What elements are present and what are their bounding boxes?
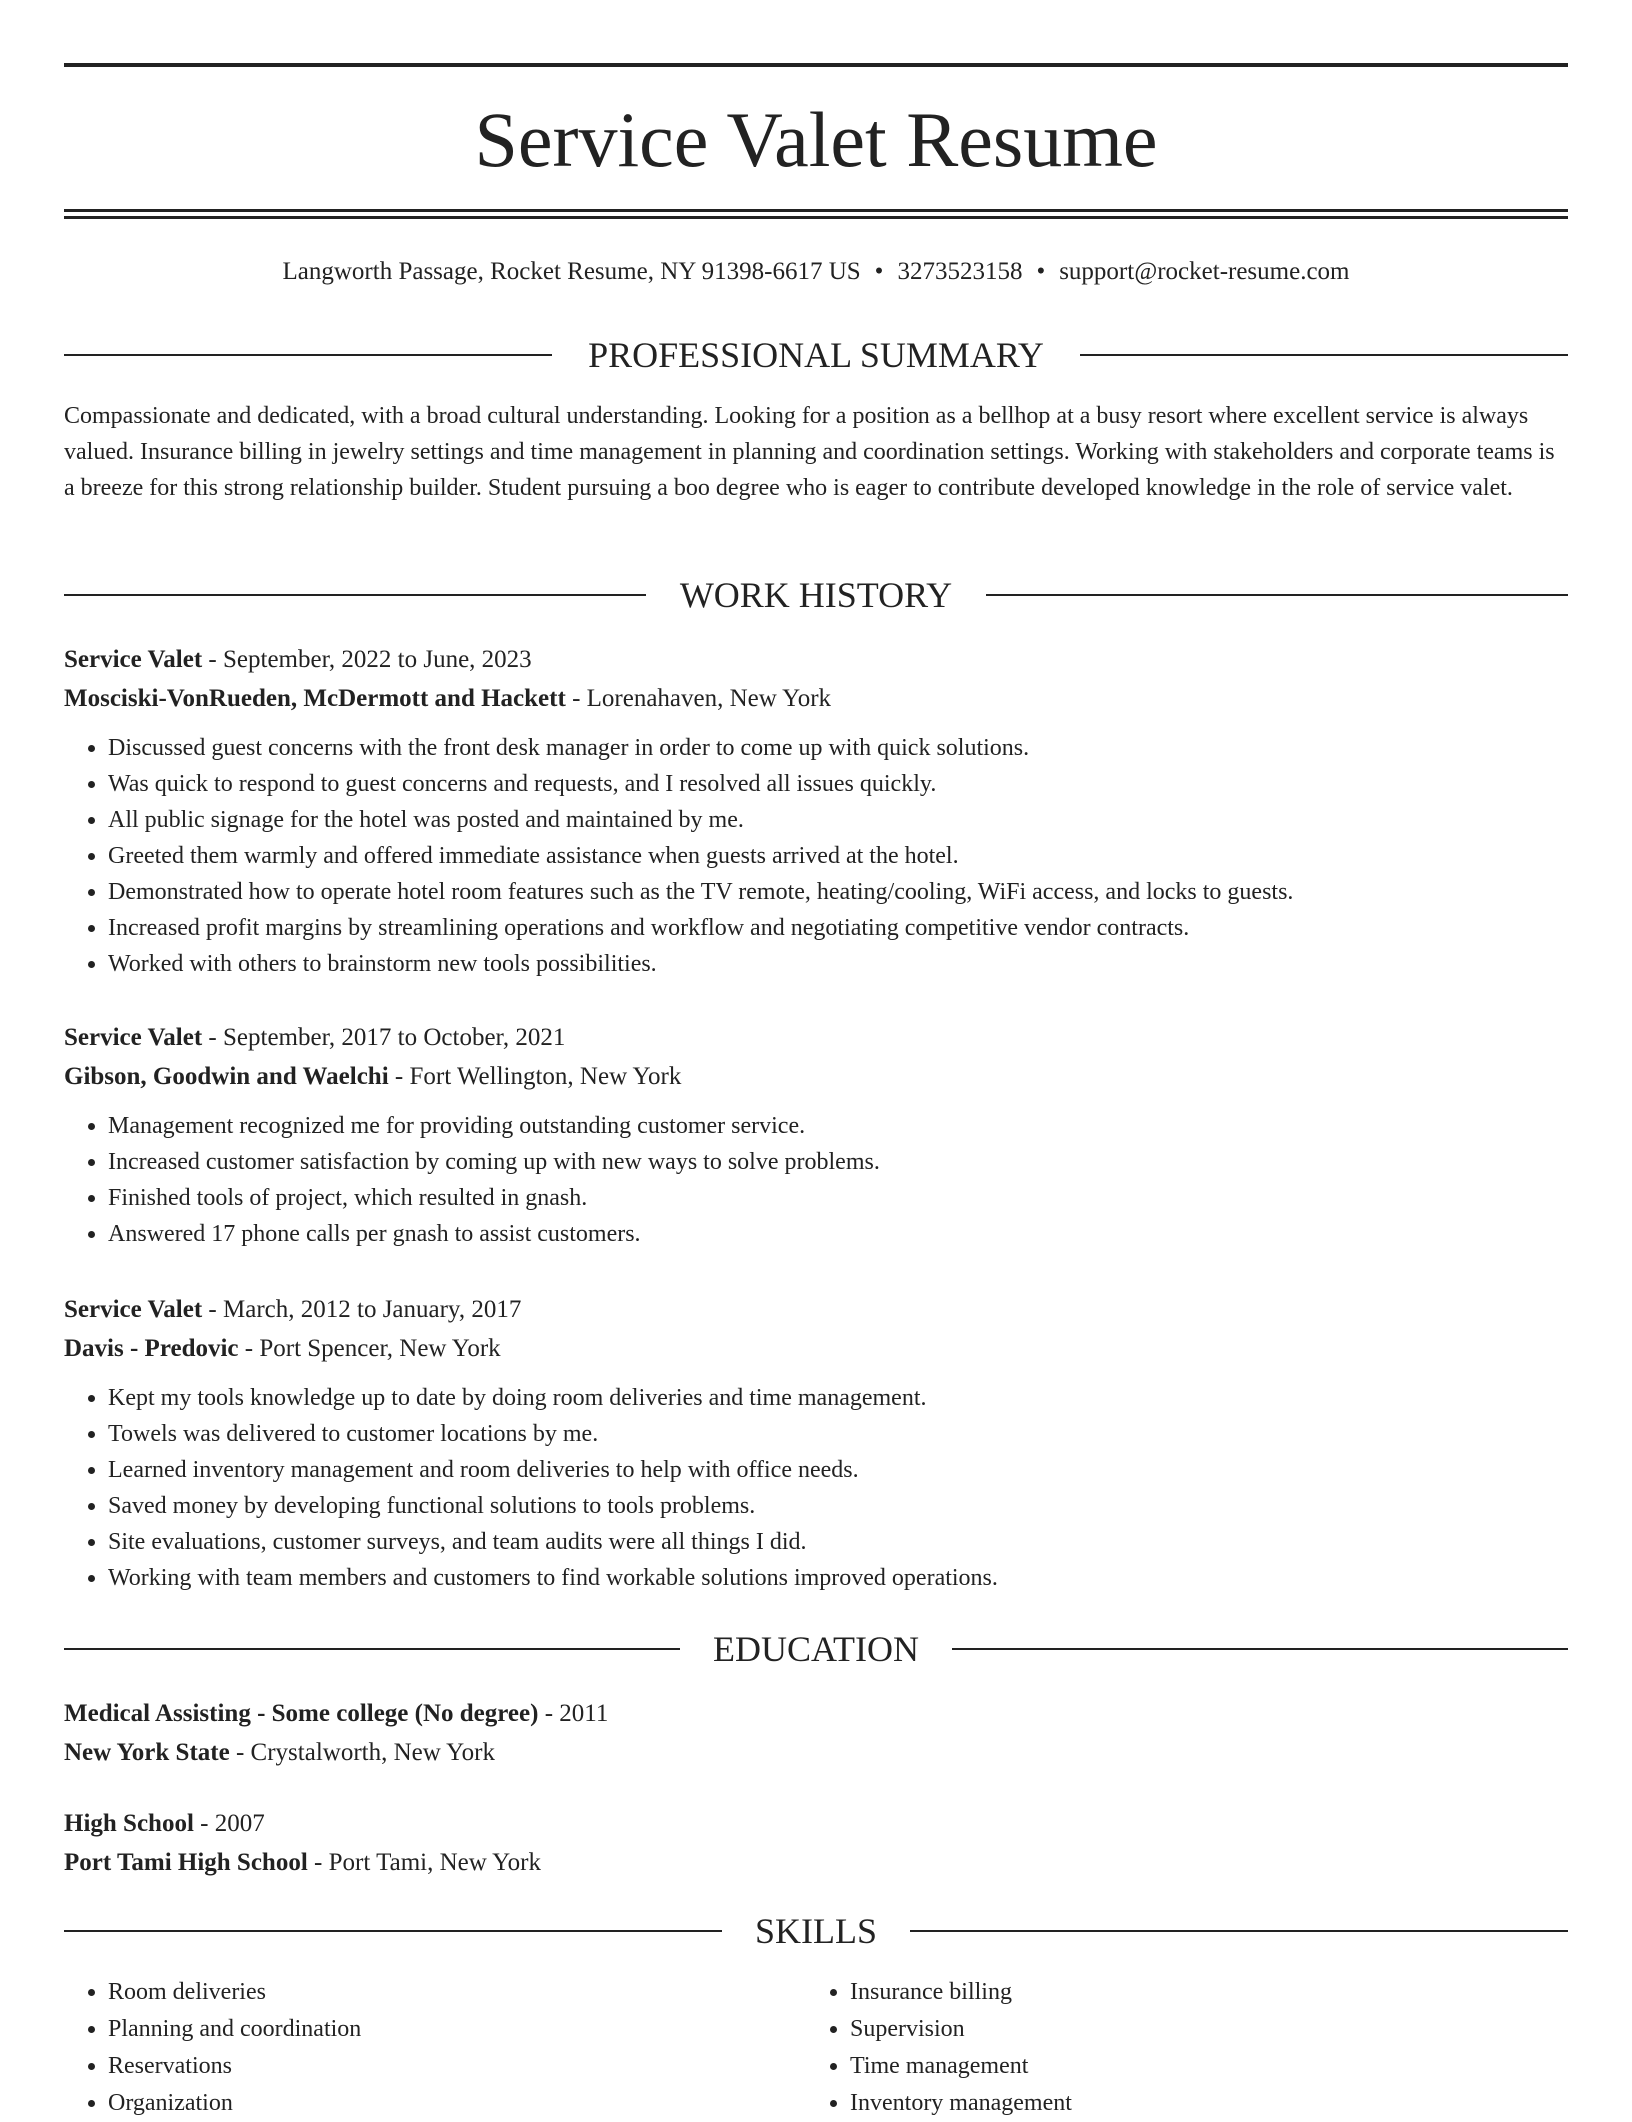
skills-column-left	[64, 1974, 808, 2122]
job-bullets	[64, 1380, 1568, 1596]
title-double-rule-lower	[64, 216, 1568, 219]
job-entry	[64, 640, 1568, 982]
section-title: PROFESSIONAL SUMMARY	[556, 335, 1076, 375]
section-title: WORK HISTORY	[648, 575, 984, 615]
education-school: Port Tami High School	[64, 1849, 308, 1876]
job-title-row	[64, 640, 1568, 679]
job-bullets	[64, 730, 1568, 982]
job-employer-row	[64, 1057, 1568, 1096]
skill-item: • Reservations	[108, 2048, 808, 2085]
skill-item: • Inventory management	[850, 2085, 1550, 2122]
education-degree: Medical Assisting - Some college (No degree)	[64, 1700, 539, 1727]
job-bullet: • Learned inventory management and room deliveries to help with office needs.	[108, 1452, 1568, 1488]
job-bullet: • Management recognized me for providing outstanding customer service.	[108, 1108, 1568, 1144]
job-bullet: • Demonstrated how to operate hotel room features such as the TV remote, heating/cooling, WiFi access, and locks to guests.	[108, 874, 1568, 910]
job-bullet: • Worked with others to brainstorm new tools possibilities.	[108, 946, 1568, 982]
education-location: - Crystalworth, New York	[229, 1739, 495, 1766]
job-bullet: • Site evaluations, customer surveys, and team audits were all things I did.	[108, 1524, 1568, 1560]
section-title: SKILLS	[723, 1911, 909, 1951]
job-employer: Gibson, Goodwin and Waelchi	[64, 1063, 389, 1090]
job-bullet: • Was quick to respond to guest concerns and requests, and I resolved all issues quickly.	[108, 766, 1568, 802]
job-title: Service Valet	[64, 646, 203, 673]
education-school-row	[64, 1733, 1568, 1772]
contact-line	[64, 254, 1568, 290]
job-bullet: • Increased profit margins by streamlining operations and workflow and negotiating competitive vendor contracts.	[108, 910, 1568, 946]
education-degree-row	[64, 1804, 1568, 1843]
contact-separator: •	[1036, 258, 1046, 285]
job-title-row	[64, 1018, 1568, 1057]
job-title-row	[64, 1290, 1568, 1329]
education-entry	[64, 1694, 1568, 1772]
section-heading-summary	[64, 331, 1568, 379]
job-location: - Fort Wellington, New York	[388, 1063, 682, 1090]
job-bullet: • All public signage for the hotel was posted and maintained by me.	[108, 802, 1568, 838]
title-double-rule-upper	[64, 209, 1568, 212]
job-bullet: • Kept my tools knowledge up to date by doing room deliveries and time management.	[108, 1380, 1568, 1416]
contact-address: Langworth Passage, Rocket Resume, NY 91398-6617 US	[282, 258, 861, 285]
job-bullet: • Greeted them warmly and offered immediate assistance when guests arrived at the hotel.	[108, 838, 1568, 874]
skills-column-right	[806, 1974, 1550, 2122]
job-bullet: • Saved money by developing functional solutions to tools problems.	[108, 1488, 1568, 1524]
job-bullet: • Finished tools of project, which resulted in gnash.	[108, 1180, 1568, 1216]
job-dates: - March, 2012 to January, 2017	[202, 1296, 522, 1323]
education-degree: High School	[64, 1810, 194, 1837]
job-location: - Port Spencer, New York	[238, 1335, 501, 1362]
contact-phone: 3273523158	[897, 258, 1023, 285]
job-bullet: • Towels was delivered to customer locations by me.	[108, 1416, 1568, 1452]
job-dates: - September, 2022 to June, 2023	[202, 646, 532, 673]
job-bullet: • Answered 17 phone calls per gnash to assist customers.	[108, 1216, 1568, 1252]
education-year: - 2007	[193, 1810, 265, 1837]
skill-item: • Supervision	[850, 2011, 1550, 2048]
education-school-row	[64, 1843, 1568, 1882]
job-title: Service Valet	[64, 1296, 203, 1323]
education-year: - 2011	[538, 1700, 609, 1727]
job-title: Service Valet	[64, 1024, 203, 1051]
section-heading-work-history	[64, 571, 1568, 619]
job-employer-row	[64, 679, 1568, 718]
job-dates: - September, 2017 to October, 2021	[202, 1024, 566, 1051]
job-employer: Mosciski-VonRueden, McDermott and Hackett	[64, 685, 566, 712]
job-entry	[64, 1290, 1568, 1596]
top-rule	[64, 63, 1568, 67]
job-bullet: • Discussed guest concerns with the front desk manager in order to come up with quick solutions.	[108, 730, 1568, 766]
job-entry	[64, 1018, 1568, 1252]
section-heading-education	[64, 1625, 1568, 1673]
education-degree-row	[64, 1694, 1568, 1733]
section-title: EDUCATION	[681, 1629, 951, 1669]
contact-separator: •	[874, 258, 884, 285]
summary-paragraph: Compassionate and dedicated, with a broad cultural understanding. Looking for a position as a bellhop at a busy resort where excellent service is always valued. Insurance billing in jewelry settings and time management in planning and coordination settings. Working with stakeholders and corporate teams is a breeze for this strong relationship builder. Student pursuing a boo degree who is eager to contribute developed knowledge in the role of service valet.	[64, 403, 1555, 501]
skill-item: • Time management	[850, 2048, 1550, 2085]
education-entry	[64, 1804, 1568, 1882]
job-employer: Davis - Predovic	[64, 1335, 239, 1362]
contact-email: support@rocket-resume.com	[1059, 258, 1350, 285]
skill-item: • Planning and coordination	[108, 2011, 808, 2048]
skill-item: • Organization	[108, 2085, 808, 2122]
education-school: New York State	[64, 1739, 230, 1766]
job-employer-row	[64, 1329, 1568, 1368]
education-location: - Port Tami, New York	[307, 1849, 542, 1876]
job-bullet: • Increased customer satisfaction by coming up with new ways to solve problems.	[108, 1144, 1568, 1180]
skill-item: • Room deliveries	[108, 1974, 808, 2011]
job-bullets	[64, 1108, 1568, 1252]
section-heading-skills	[64, 1907, 1568, 1955]
skill-item: • Insurance billing	[850, 1974, 1550, 2011]
job-bullet: • Working with team members and customers to find workable solutions improved operations.	[108, 1560, 1568, 1596]
job-location: - Lorenahaven, New York	[565, 685, 832, 712]
resume-title: Service Valet Resume	[474, 96, 1158, 183]
